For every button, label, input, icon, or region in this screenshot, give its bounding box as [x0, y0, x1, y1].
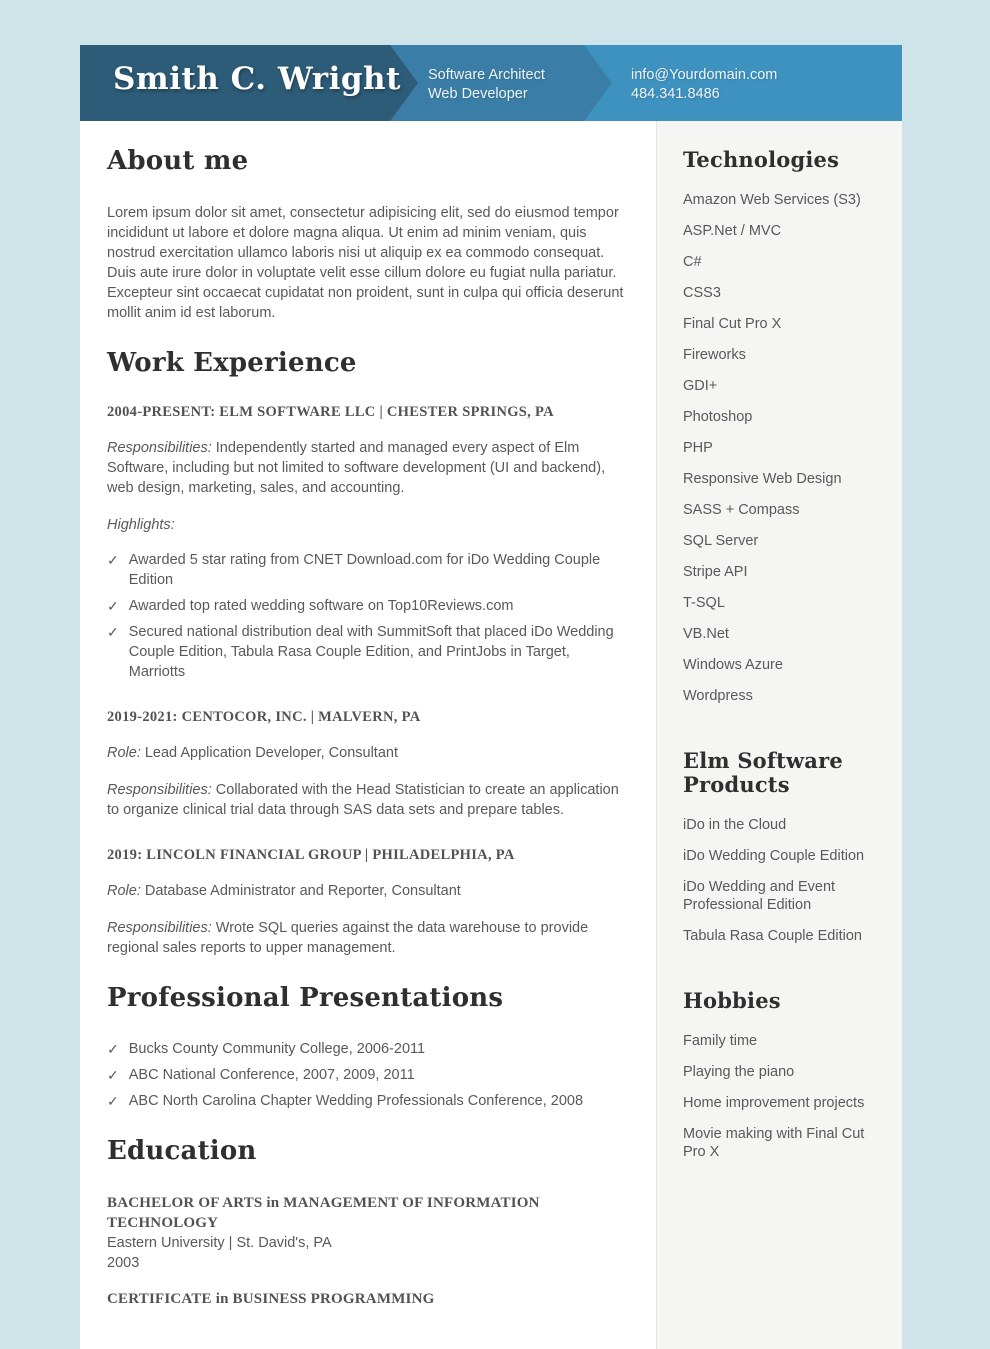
technology-item: GDI+	[683, 378, 718, 394]
technology-item: Final Cut Pro X	[683, 316, 782, 332]
check-icon: ✓	[107, 1093, 119, 1109]
hobbies-heading: Hobbies	[683, 988, 781, 1013]
email-link[interactable]: info@Yourdomain.com	[631, 67, 778, 83]
check-icon: ✓	[107, 1067, 119, 1083]
education-entry	[107, 1289, 630, 1309]
technology-item: Photoshop	[683, 409, 753, 425]
contact-info	[631, 66, 777, 104]
product-item: Tabula Rasa Couple Edition	[683, 928, 862, 944]
resume-card	[80, 45, 902, 1307]
check-icon: ✓	[107, 598, 119, 614]
technology-item: Windows Azure	[683, 657, 783, 673]
presentations-heading: Professional Presentations	[107, 983, 504, 1013]
job-2-role-text: Lead Application Developer, Consultant	[144, 745, 398, 761]
person-name: Smith C. Wright	[113, 61, 401, 97]
work-experience-heading: Work Experience	[107, 348, 357, 378]
technology-item: C#	[683, 254, 702, 270]
check-icon: ✓	[107, 552, 119, 568]
job-title-line-2: Web Developer	[428, 86, 528, 102]
hobby-item: Movie making with Final Cut Pro X	[683, 1126, 865, 1160]
job-3-role-text: Database Administrator and Reporter, Consultant	[144, 883, 461, 899]
job-3-title: 2019: LINCOLN FINANCIAL GROUP | PHILADELPHIA, PA	[107, 847, 515, 863]
check-icon: ✓	[107, 624, 119, 640]
job-2-responsibilities	[107, 780, 630, 820]
presentation-item: ✓ ABC North Carolina Chapter Wedding Professionals Conference, 2008	[107, 1093, 584, 1109]
technology-item: CSS3	[683, 285, 721, 301]
product-item: iDo in the Cloud	[683, 817, 787, 833]
technology-item: Wordpress	[683, 688, 753, 704]
technologies-heading: Technologies	[683, 147, 840, 172]
check-icon: ✓	[107, 1041, 119, 1057]
hobby-item: Playing the piano	[683, 1064, 795, 1080]
technology-item: SASS + Compass	[683, 502, 800, 518]
about-heading: About me	[107, 146, 249, 176]
highlight-item: ✓ Awarded 5 star rating from CNET Download.com for iDo Wedding Couple Edition	[107, 552, 601, 588]
job-1-responsibilities	[107, 438, 630, 498]
job-title-line-1: Software Architect	[428, 67, 545, 83]
highlight-item: ✓ Awarded top rated wedding software on Top10Reviews.com	[107, 598, 514, 614]
job-2-role	[107, 743, 630, 763]
presentations-list	[107, 1039, 630, 1111]
product-item: iDo Wedding and Event Professional Edition	[683, 879, 836, 913]
role-label: Role:	[107, 745, 141, 761]
job-1-highlights-list	[107, 550, 630, 682]
technology-item: Stripe API	[683, 564, 748, 580]
products-heading: Elm Software Products	[683, 748, 843, 797]
presentation-item: ✓ Bucks County Community College, 2006-2011	[107, 1041, 426, 1057]
about-paragraph: Lorem ipsum dolor sit amet, consectetur adipisicing elit, sed do eiusmod tempor incididunt ut labore et dolore magna aliqua. Ut enim ad minim veniam, quis nostrud exercitation ullamco laboris nisi ut aliquip ex ea commodo consequat. Duis aute irure dolor in voluptate velit esse cillum dolore eu fugiat nulla pariatur. Excepteur sint occaecat cupidatat non proident, sunt in culpa qui officia deserunt mollit anim id est laborum.	[107, 205, 624, 321]
responsibilities-label: Responsibilities:	[107, 782, 212, 798]
job-1-responsibilities-text: Independently started and managed every aspect of Elm Software, including but not limited to software development (UI and backend), web design, marketing, sales, and accounting.	[107, 440, 606, 496]
job-1-highlights-label	[107, 515, 630, 535]
technology-item: ASP.Net / MVC	[683, 223, 782, 239]
sidebar	[656, 121, 902, 1349]
product-item: iDo Wedding Couple Edition	[683, 848, 865, 864]
job-2-responsibilities-text: Collaborated with the Head Statistician to create an application to organize clinical trial data through SAS data sets and prepare tables.	[107, 782, 619, 818]
school-line: Eastern University | St. David's, PA	[107, 1235, 332, 1251]
job-1-title: 2004-PRESENT: ELM SOFTWARE LLC | CHESTER SPRINGS, PA	[107, 404, 554, 420]
highlights-label: Highlights:	[107, 517, 175, 533]
content-row	[80, 121, 902, 1349]
header-banner	[80, 45, 902, 121]
graduation-year: 2003	[107, 1255, 140, 1271]
responsibilities-label: Responsibilities:	[107, 440, 212, 456]
job-2-title: 2019-2021: CENTOCOR, INC. | MALVERN, PA	[107, 709, 421, 725]
job-3-responsibilities-text: Wrote SQL queries against the data warehouse to provide regional sales reports to upper management.	[107, 920, 589, 956]
education-heading: Education	[107, 1136, 257, 1166]
technology-item: SQL Server	[683, 533, 759, 549]
technology-item: T-SQL	[683, 595, 725, 611]
technology-item: VB.Net	[683, 626, 729, 642]
technology-item: Fireworks	[683, 347, 746, 363]
education-entry	[107, 1193, 630, 1273]
responsibilities-label: Responsibilities:	[107, 920, 212, 936]
highlight-item: ✓ Secured national distribution deal with SummitSoft that placed iDo Wedding Couple Edition, Tabula Rasa Couple Edition, and PrintJobs in Target, Marriotts	[107, 624, 614, 680]
main-column	[80, 121, 656, 1349]
job-3-responsibilities	[107, 918, 630, 958]
hobby-item: Home improvement projects	[683, 1095, 865, 1111]
technology-item: PHP	[683, 440, 713, 456]
technology-item: Amazon Web Services (S3)	[683, 192, 861, 208]
job-3-role	[107, 881, 630, 901]
degree-title: CERTIFICATE in BUSINESS PROGRAMMING	[107, 1291, 435, 1307]
role-label: Role:	[107, 883, 141, 899]
technology-item: Responsive Web Design	[683, 471, 842, 487]
job-titles	[428, 66, 545, 104]
phone-number: 484.341.8486	[631, 86, 720, 102]
degree-title: BACHELOR OF ARTS in MANAGEMENT OF INFORMATION TECHNOLOGY	[107, 1195, 540, 1231]
presentation-item: ✓ ABC National Conference, 2007, 2009, 2011	[107, 1067, 415, 1083]
hobby-item: Family time	[683, 1033, 758, 1049]
